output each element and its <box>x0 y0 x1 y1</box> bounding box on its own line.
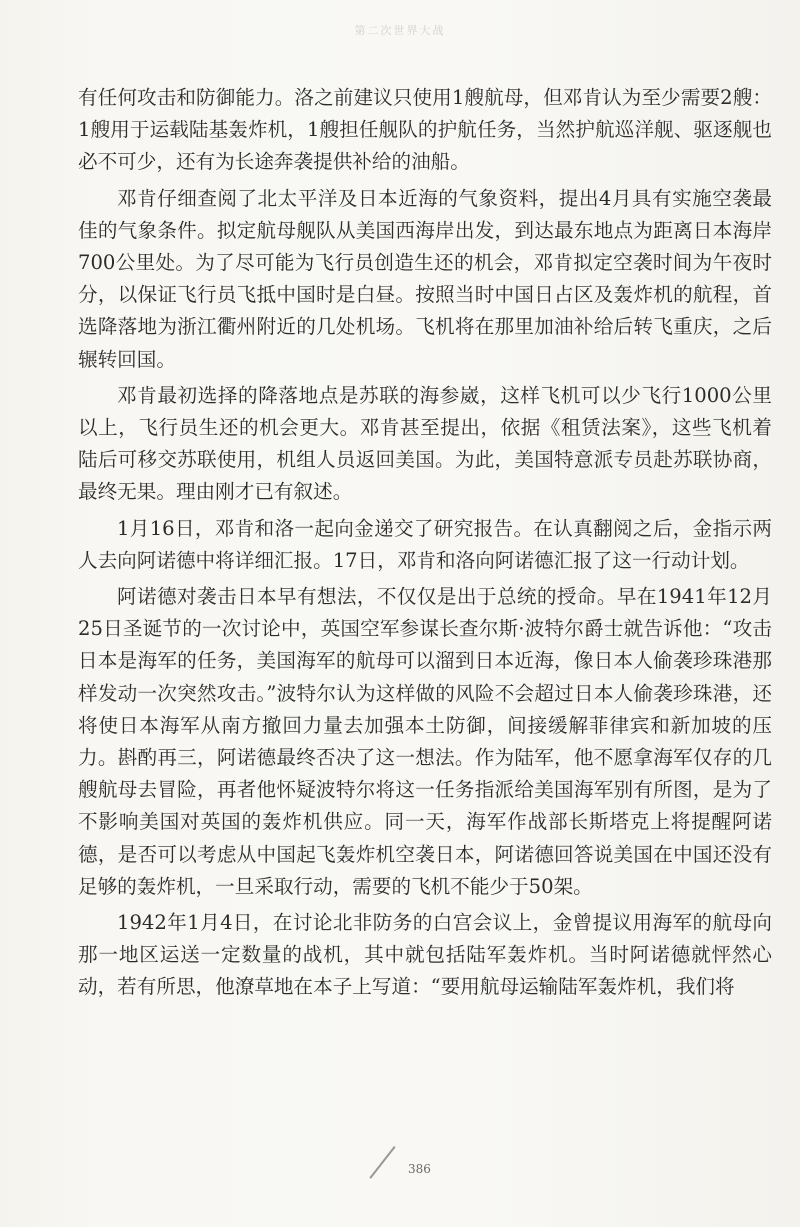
running-header: 第二次世界大战 <box>354 24 446 37</box>
footer-slash-decoration <box>369 1146 395 1179</box>
paragraph-arnold: 阿诺德对袭击日本早有想法，不仅仅是出于总统的授命。早在1941年12月25日圣诞节的一次讨论中，英国空军参谋长查尔斯·波特尔爵士就告诉他：“攻击日本是海军的任务，美国海军的航母可以溜到日本近海，像日本人偷袭珍珠港那样发动一次突然攻击。”波特尔认为这样做的风险不会超过日本人偷袭珍珠港，还将使日本海军从南方撤回力量去加强本土防御，间接缓解菲律宾和新加坡的压力。斟酌再三，阿诺德最终否决了这一想法。作为陆军，他不愿拿海军仅存的几艘航母去冒险，再者他怀疑波特尔将这一任务指派给美国海军别有所图，是为了不影响美国对英国的轰炸机供应。同一天，海军作战部长斯塔克上将提醒阿诺德，是否可以考虑从中国起飞轰炸机空袭日本，阿诺德回答说美国在中国还没有足够的轰炸机，一旦采取行动，需要的飞机不能少于50架。 <box>78 585 772 898</box>
paragraph-january-4-1942: 1942年1月4日，在讨论北非防务的白宫会议上，金曾提议用海军的航母向那一地区运送一定数量的战机，其中就包括陆军轰炸机。当时阿诺德就怦然心动，若有所思，他潦草地在本子上写道：“要用航母运输陆军轰炸机，我们将 <box>78 911 772 999</box>
body-text <box>78 82 772 1008</box>
page-number: 386 <box>408 1162 431 1176</box>
paragraph-continuation: 有任何攻击和防御能力。洛之前建议只使用1艘航母，但邓肯认为至少需要2艘：1艘用于运载陆基轰炸机，1艘担任舰队的护航任务，当然护航巡洋舰、驱逐舰也必不可少，还有为长途奔袭提供补给的油船。 <box>78 86 772 174</box>
paragraph-vladivostok: 邓肯最初选择的降落地点是苏联的海参崴，这样飞机可以少飞行1000公里以上，飞行员生还的机会更大。邓肯甚至提出，依据《租赁法案》，这些飞机着陆后可移交苏联使用，机组人员返回美国。为此，美国特意派专员赴苏联协商，最终无果。理由刚才已有叙述。 <box>78 383 772 504</box>
page-footer <box>388 1142 448 1186</box>
paragraph-january-16: 1月16日，邓肯和洛一起向金递交了研究报告。在认真翻阅之后，金指示两人去向阿诺德中将详细汇报。17日，邓肯和洛向阿诺德汇报了这一行动计划。 <box>78 516 772 572</box>
paragraph-weather-planning: 邓肯仔细查阅了北太平洋及日本近海的气象资料，提出4月具有实施空袭最佳的气象条件。拟定航母舰队从美国西海岸出发，到达最东地点为距离日本海岸700公里处。为了尽可能为飞行员创造生还的机会，邓肯拟定空袭时间为午夜时分，以保证飞行员飞抵中国时是白昼。按照当时中国日占区及轰炸机的航程，首选降落地为浙江衢州附近的几处机场。飞机将在那里加油补给后转飞重庆，之后辗转回国。 <box>78 186 772 371</box>
